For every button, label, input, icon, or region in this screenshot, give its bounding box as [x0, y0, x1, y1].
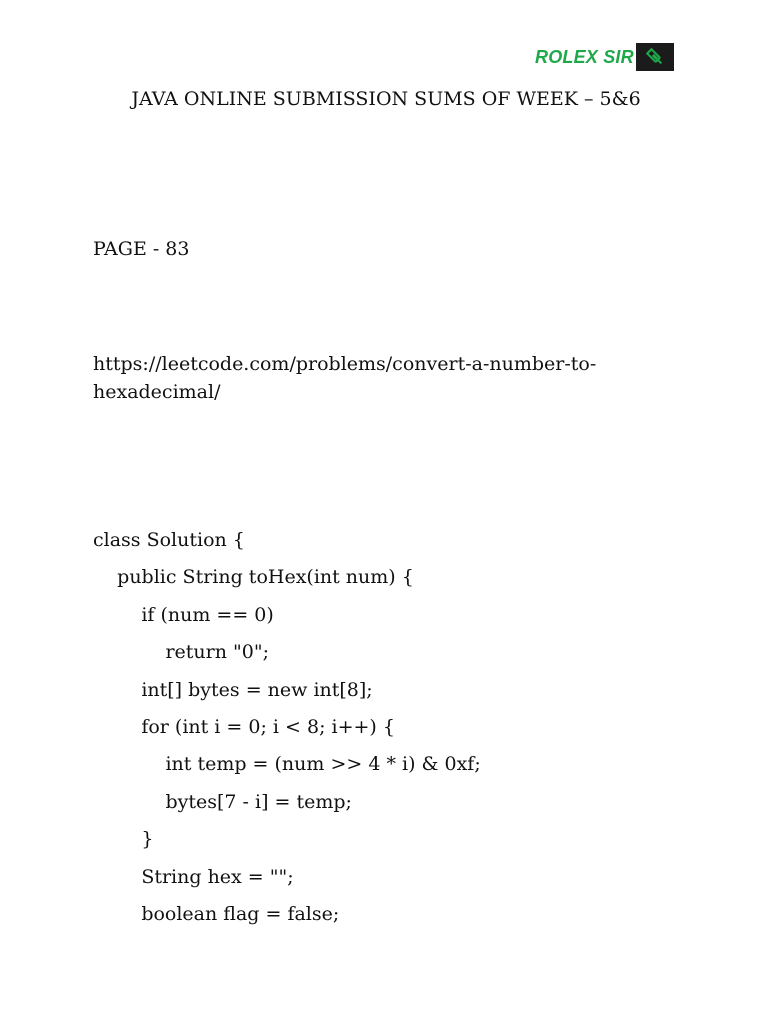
code-line: for (int i = 0; i < 8; i++) { [93, 715, 395, 738]
problem-link-line-2[interactable]: hexadecimal/ [93, 381, 221, 403]
code-line: public String toHex(int num) { [93, 566, 414, 589]
syringe-icon [636, 43, 674, 71]
code-line: int[] bytes = new int[8]; [93, 678, 373, 701]
page-label: PAGE - 83 [93, 238, 190, 260]
code-line: if (num == 0) [93, 603, 274, 626]
code-line: String hex = ""; [93, 865, 294, 888]
problem-link[interactable] [93, 350, 653, 406]
code-line: class Solution { [93, 529, 245, 551]
code-line: int temp = (num >> 4 * i) & 0xf; [93, 753, 481, 776]
problem-link-line-1[interactable]: https://leetcode.com/problems/convert-a-number-to- [93, 353, 597, 375]
code-line: boolean flag = false; [93, 902, 340, 925]
code-line: bytes[7 - i] = temp; [93, 790, 352, 813]
brand-name: ROLEX SIR [535, 46, 634, 67]
document-title: JAVA ONLINE SUBMISSION SUMS OF WEEK – 5&6 [131, 88, 641, 110]
code-block [93, 527, 481, 938]
brand-header [535, 43, 674, 71]
code-line: } [93, 828, 154, 851]
code-line: return "0"; [93, 641, 270, 664]
